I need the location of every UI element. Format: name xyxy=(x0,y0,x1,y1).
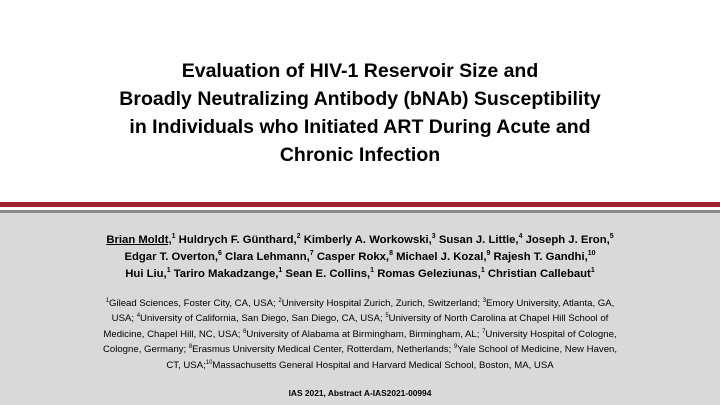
affiliation-line xyxy=(10,296,710,311)
author-name: Susan J. Little, xyxy=(435,234,519,246)
author-name: Huldrych F. Günthard, xyxy=(175,234,297,246)
affiliation-text: Medicine, Chapel Hill, NC, USA; xyxy=(103,328,244,340)
author-affiliation-number: 1 xyxy=(590,267,595,275)
author-affiliation-number: 8 xyxy=(389,250,393,258)
affiliation-text: University Hospital of Cologne, xyxy=(485,328,617,340)
affiliation-line xyxy=(10,342,710,357)
author-name: Romas Geleziunas, xyxy=(374,268,481,280)
affiliation-text: University Hospital Zurich, Zurich, Switzerland; xyxy=(281,298,483,309)
affiliation-text: USA; xyxy=(111,313,137,325)
author-line-2 xyxy=(10,249,710,266)
affiliation-number: 8 xyxy=(188,344,193,351)
affiliation-number: 4 xyxy=(136,313,141,320)
affiliation-text: Emory University, Atlanta, GA, xyxy=(486,298,615,309)
affiliation-text: Massachusetts General Hospital and Harvard Medical School, Boston, MA, USA xyxy=(212,359,554,371)
affiliation-line xyxy=(10,358,710,373)
author-name: Kimberly A. Workowski, xyxy=(300,234,432,246)
author-name: Joseph J. Eron, xyxy=(522,234,610,246)
author-affiliation-number: 1 xyxy=(370,267,375,275)
affiliation-number: 9 xyxy=(453,344,458,351)
affiliation-text: Gilead Sciences, Foster City, CA, USA; xyxy=(109,298,279,309)
title-area xyxy=(0,0,720,200)
author-affiliation-number: 1 xyxy=(480,267,485,275)
author-affiliation-number: 1 xyxy=(278,267,283,275)
author-affiliation-number: 5 xyxy=(609,233,614,241)
author-name: Tariro Makadzange, xyxy=(170,268,279,280)
affiliation-text: University of North Carolina at Chapel Hill School of xyxy=(388,313,609,325)
affiliation-number: 5 xyxy=(385,313,389,320)
affiliation-text: University of California, San Diego, San Diego, CA, USA; xyxy=(140,313,386,325)
author-affiliation-number: 3 xyxy=(431,233,436,241)
affiliation-list xyxy=(10,296,710,373)
affiliation-text: Cologne, Germany; xyxy=(102,344,189,356)
affiliation-text: University of Alabama at Birmingham, Birmingham, AL; xyxy=(246,328,483,340)
author-affiliation-number: 6 xyxy=(218,250,222,258)
affiliation-text: CT, USA; xyxy=(166,359,206,371)
author-name: Casper Rokx, xyxy=(313,251,390,263)
affiliation-line xyxy=(10,311,710,326)
author-affiliation-number: 10 xyxy=(587,250,596,258)
affiliation-number: 7 xyxy=(482,328,486,335)
title-line: Broadly Neutralizing Antibody (bNAb) Susceptibility xyxy=(119,88,601,110)
author-name: Michael J. Kozal, xyxy=(392,251,487,263)
abstract-reference: IAS 2021, Abstract A-IAS2021-00994 xyxy=(288,388,432,398)
title-line: Chronic Infection xyxy=(279,144,441,166)
author-name: Brian Moldt, xyxy=(106,234,172,246)
affiliation-number: 10 xyxy=(205,359,213,366)
author-affiliation-number: 4 xyxy=(518,233,523,241)
author-name: Rajesh T. Gandhi, xyxy=(490,251,588,263)
affiliation-number: 6 xyxy=(243,328,247,335)
author-affiliation-number: 1 xyxy=(166,267,171,275)
author-name: Sean E. Collins, xyxy=(282,268,371,280)
affiliation-number: 2 xyxy=(278,297,282,304)
author-affiliation-number: 7 xyxy=(309,250,314,258)
affiliation-number: 1 xyxy=(105,297,109,304)
author-affiliation-number: 2 xyxy=(296,233,301,241)
author-line-1 xyxy=(10,232,710,249)
affiliation-text: Yale School of Medicine, New Haven, xyxy=(457,344,618,356)
affiliation-line xyxy=(10,327,710,342)
title-line: Evaluation of HIV-1 Reservoir Size and xyxy=(181,60,539,82)
slide-title xyxy=(20,57,700,169)
author-name: Clara Lehmann, xyxy=(221,251,310,263)
author-line-3 xyxy=(10,266,710,283)
author-list xyxy=(10,232,710,283)
author-name: Hui Liu, xyxy=(125,268,167,280)
author-name: Christian Callebaut xyxy=(484,268,591,280)
affiliation-text: Erasmus University Medical Center, Rotterdam, Netherlands; xyxy=(192,344,454,356)
title-line: in Individuals who Initiated ART During Acute and xyxy=(129,116,591,138)
author-name: Edgar T. Overton, xyxy=(124,251,218,263)
author-affiliation-number: 1 xyxy=(171,233,176,241)
affiliation-number: 3 xyxy=(482,297,486,304)
author-affiliation-number: 9 xyxy=(486,250,491,258)
